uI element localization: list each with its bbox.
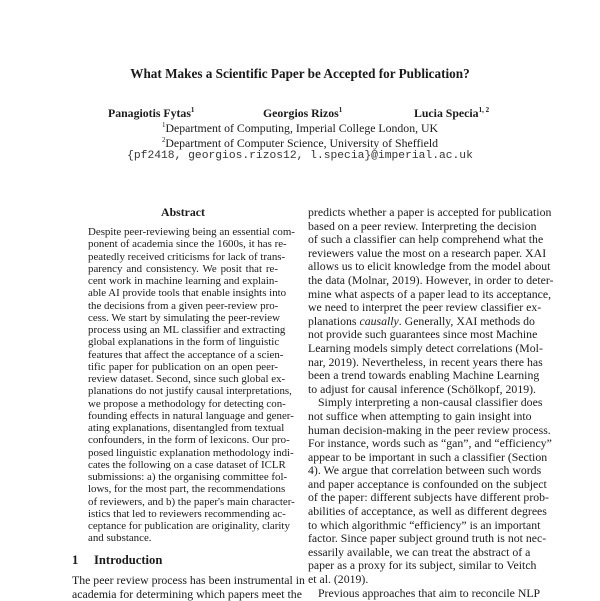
text-line: process using an ML classifier and extracting <box>88 324 286 336</box>
text-line: appear to be important in such a classifier (Section <box>308 449 548 464</box>
text-line: confounders, in the form of lexicons. Our pro- <box>88 434 290 447</box>
text-line: paper as a proxy for its subject, similar to Veitch <box>308 558 537 573</box>
text-line: review dataset. Second, since such global ex- <box>88 373 286 385</box>
text-line: submissions: a) the organising committee fol- <box>88 471 288 483</box>
author-2 <box>263 106 342 121</box>
text-line: human decision-making in the peer review process. <box>308 422 551 437</box>
text-line: able AI provide tools that enable insights into <box>88 287 287 300</box>
text-line: nar, 2019). Nevertheless, in recent years there has <box>308 354 543 369</box>
text-line: the decisions from a given peer-review pro- <box>88 299 279 312</box>
text-line: istics that led to reviewers recommending ac- <box>88 507 286 520</box>
text-line: 4). We argue that correlation between such words <box>308 463 542 478</box>
text-line <box>308 313 535 329</box>
text-line: factor. Since paper subject ground truth is not nec- <box>308 531 547 546</box>
text-line: ponent of academia since the 1600s, it has re- <box>88 238 287 251</box>
text-line: For instance, words such as “gan”, and “efficiency” <box>308 436 552 451</box>
text-line: we need to interpret the peer review classifier ex- <box>308 300 542 315</box>
abstract-heading: Abstract <box>161 205 205 219</box>
author-1 <box>108 106 194 121</box>
right-column-body <box>308 205 554 600</box>
author-affiliation-mark: 1 <box>338 106 343 115</box>
text-line: founding effects in natural language and gener- <box>88 409 294 422</box>
text-line: ating explanations, disentangled from textual <box>88 422 285 434</box>
text-line: cess. We start by simulating the peer-review <box>88 311 280 324</box>
affiliation-text: Department of Computing, Imperial College London, UK <box>165 121 439 135</box>
text-line: tific paper for publication on an open peer- <box>88 360 278 373</box>
text-line: been a trend towards enabling Machine Learning <box>308 368 540 383</box>
paper-title: What Makes a Scientific Paper be Accepted for Publication? <box>130 66 470 81</box>
text-line: Simply interpreting a non-causal classifier does <box>318 395 543 410</box>
text-line: et al. (2019). <box>308 572 369 587</box>
text-line: Previous approaches that aim to reconcile NLP <box>318 585 541 600</box>
text-line: mine what aspects of a paper lead to its acceptance, <box>308 286 552 301</box>
section-title: Introduction <box>94 553 163 567</box>
text-line: to which algorithmic “efficiency” is an important <box>308 517 541 532</box>
italic-text: causally <box>359 313 399 328</box>
author-3 <box>414 106 489 121</box>
text-line: predicts whether a paper is accepted for publication <box>308 205 552 219</box>
text-line: of the paper: different subjects have different prob- <box>308 490 549 505</box>
text-line: parency and consistency. We posit that re- <box>88 262 278 275</box>
text-line: allows us to elicit knowledge from the model about <box>308 259 551 274</box>
text-line: and substance. <box>88 532 152 545</box>
author-name: Lucia Specia <box>414 106 479 120</box>
author-name: Panagiotis Fytas <box>108 106 191 120</box>
text-line: academia for determining which papers meet the <box>72 587 302 601</box>
text-segment: . Generally, XAI methods do <box>398 313 535 328</box>
text-line: and paper acceptance is confounded on the subject <box>308 476 547 491</box>
affiliation-2 <box>0 136 600 151</box>
text-segment: planations <box>308 313 360 328</box>
text-line: Learning models simply detect correlations (Mol- <box>308 340 543 355</box>
text-line: not provide such guarantees since most Machine <box>308 327 538 342</box>
text-line: essarily available, we can treat the abstract of a <box>308 544 531 559</box>
text-line: of reviewers, and b) the paper's main character- <box>88 495 295 508</box>
text-line: peatedly received criticisms for lack of trans- <box>88 250 286 263</box>
abstract-body <box>88 226 295 545</box>
text-line: planations do not justify causal interpretations, <box>88 385 292 398</box>
text-line: features that affect the acceptance of a scien- <box>88 348 284 361</box>
text-line: of such a classifier can help comprehend what the <box>308 232 544 247</box>
affiliation-1 <box>0 121 600 136</box>
text-line: to adjust for causal inference (Schölkopf, 2019). <box>308 381 537 396</box>
text-line: based on a peer review. Interpreting the decision <box>308 218 537 233</box>
text-line: the data (Molnar, 2019). However, in order to deter- <box>308 272 554 287</box>
affiliation-mark: 2 <box>161 136 166 145</box>
text-line: posed linguistic explanation methodology indi- <box>88 446 294 459</box>
section-heading-introduction <box>72 553 162 568</box>
text-line: not suffice when attempting to gain insight into <box>308 408 532 423</box>
introduction-body <box>72 573 305 601</box>
text-line: cates the following on a case dataset of ICLR <box>88 458 286 471</box>
text-line: global explanations in the form of linguistic <box>88 336 280 349</box>
author-affiliation-mark: 1, 2 <box>478 106 490 115</box>
author-emails: {pf2418, georgios.rizos12, l.specia}@imperial.ac.uk <box>127 150 473 162</box>
text-line: cent work in machine learning and explain- <box>88 275 278 287</box>
text-line: The peer review process has been instrumental in <box>72 573 305 587</box>
section-number: 1 <box>72 553 79 567</box>
author-name: Georgios Rizos <box>263 106 339 120</box>
text-line: ceptance for publication are originality, clarity <box>88 520 290 532</box>
author-affiliation-mark: 1 <box>190 106 195 115</box>
text-line: lows, for the most part, the recommendations <box>88 483 286 496</box>
text-line: we propose a methodology for detecting con- <box>88 397 286 410</box>
affiliation-text: Department of Computer Science, University of Sheffield <box>165 136 439 150</box>
text-line: reviewers value the most on a research paper. XAI <box>308 245 547 260</box>
text-line: Despite peer-reviewing being an essential com- <box>88 226 295 238</box>
affiliation-mark: 1 <box>161 121 166 130</box>
text-line: abilities of acceptance, as well as different degrees <box>308 504 547 519</box>
